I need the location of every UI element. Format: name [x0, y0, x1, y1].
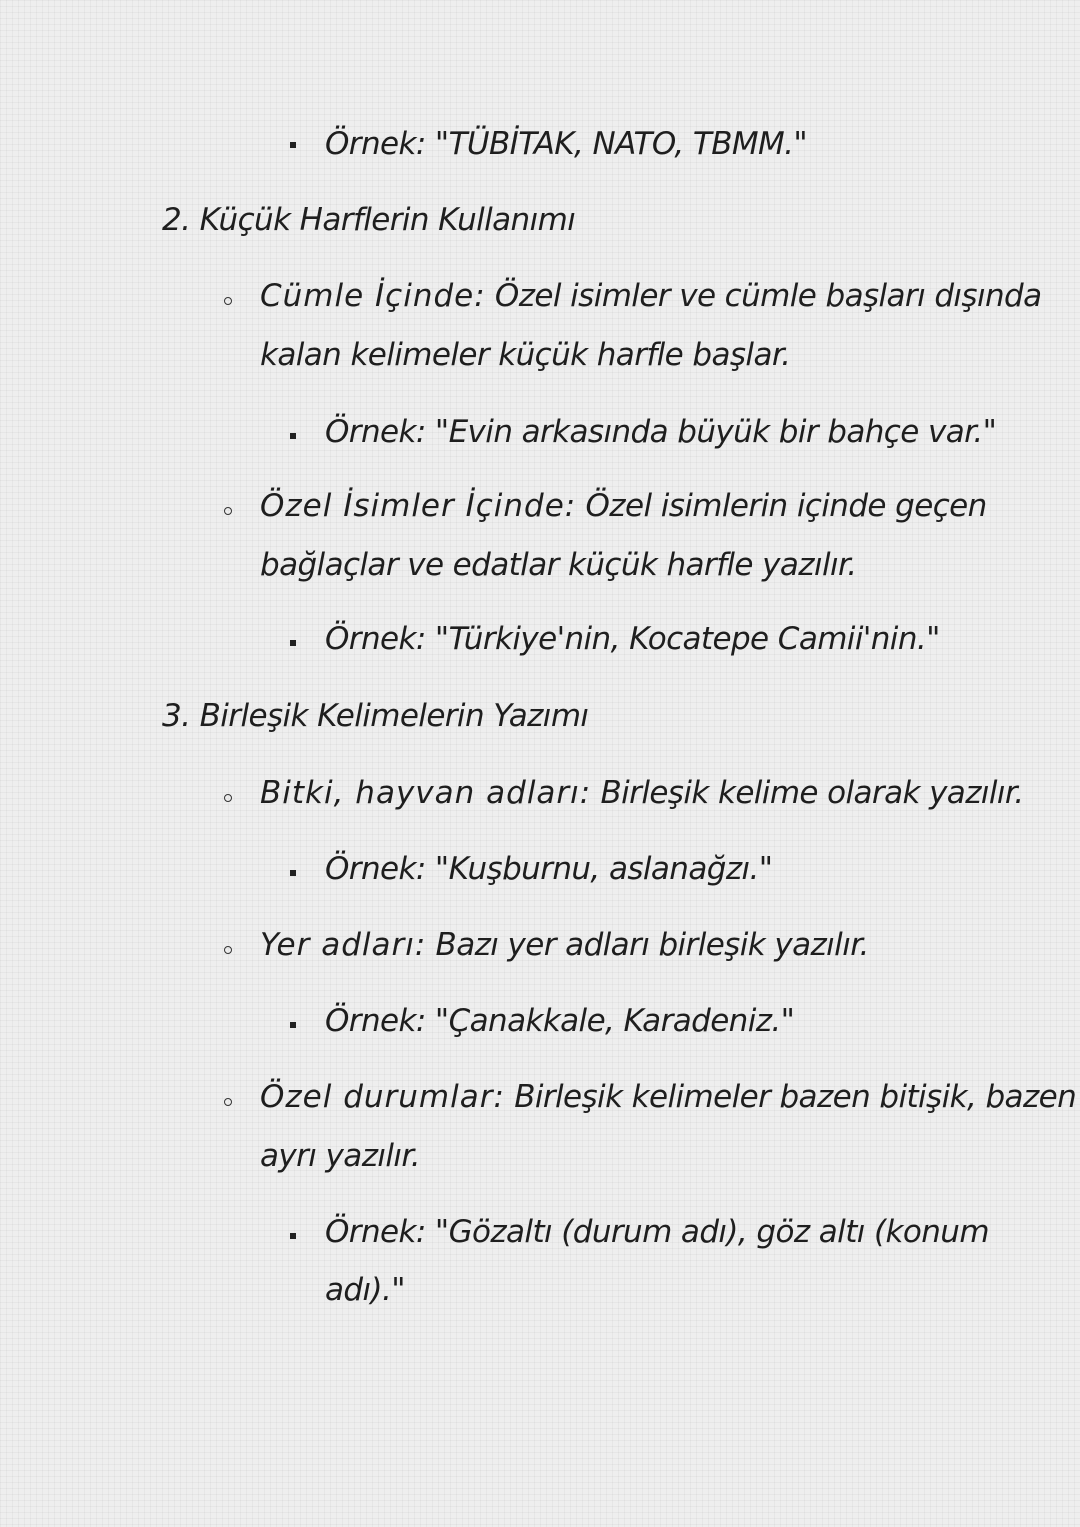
rule-ozel-isimler-cont: bağlaçlar ve edatlar küçük harfle yazılır.: [260, 547, 857, 583]
rule-text: Özel isimler ve cümle başları dışında: [485, 278, 1042, 314]
rule-yer-adlari: [260, 925, 869, 965]
rule-term: Özel İsimler İçinde:: [260, 488, 577, 524]
example-cumle: Örnek: "Evin arkasında büyük bir bahçe var.": [325, 414, 997, 450]
square-bullet-icon: [290, 433, 296, 439]
rule-ozel-durumlar-cont: ayrı yazılır.: [260, 1138, 420, 1174]
circle-bullet-icon: [224, 794, 232, 802]
example-durum-cont: adı).": [325, 1272, 405, 1308]
rule-text: Bazı yer adları birleşik yazılır.: [426, 927, 869, 963]
rule-ozel-isimler: [260, 486, 987, 526]
rule-term: Bitki, hayvan adları:: [260, 775, 592, 811]
example-acronyms: Örnek: "TÜBİTAK, NATO, TBMM.": [325, 126, 808, 162]
rule-term: Özel durumlar:: [260, 1079, 505, 1115]
square-bullet-icon: [290, 1022, 296, 1028]
circle-bullet-icon: [224, 507, 232, 515]
square-bullet-icon: [290, 1233, 296, 1239]
circle-bullet-icon: [224, 946, 232, 954]
example-ozel: Örnek: "Türkiye'nin, Kocatepe Camii'nin.": [325, 621, 940, 657]
rule-term: Yer adları:: [260, 927, 427, 963]
rule-cumle-icinde: [260, 276, 1042, 316]
rule-ozel-durumlar: [260, 1077, 1076, 1117]
square-bullet-icon: [290, 640, 296, 646]
rule-term: Cümle İçinde:: [260, 278, 486, 314]
rule-bitki-hayvan: [260, 773, 1023, 813]
rule-text: Birleşik kelimeler bazen bitişik, bazen: [504, 1079, 1077, 1115]
rule-text: Özel isimlerin içinde geçen: [576, 488, 987, 524]
example-bitki: Örnek: "Kuşburnu, aslanağzı.": [325, 851, 773, 887]
square-bullet-icon: [290, 870, 296, 876]
heading-kucuk-harfler: 2. Küçük Harflerin Kullanımı: [162, 202, 576, 238]
square-bullet-icon: [290, 142, 296, 148]
circle-bullet-icon: [224, 1098, 232, 1106]
example-yer: Örnek: "Çanakkale, Karadeniz.": [325, 1003, 795, 1039]
circle-bullet-icon: [224, 297, 232, 305]
example-durum: Örnek: "Gözaltı (durum adı), göz altı (konum: [325, 1214, 989, 1250]
heading-birlesik-kelimeler: 3. Birleşik Kelimelerin Yazımı: [162, 698, 589, 734]
rule-cumle-icinde-cont: kalan kelimeler küçük harfle başlar.: [260, 337, 791, 373]
rule-text: Birleşik kelime olarak yazılır.: [591, 775, 1024, 811]
